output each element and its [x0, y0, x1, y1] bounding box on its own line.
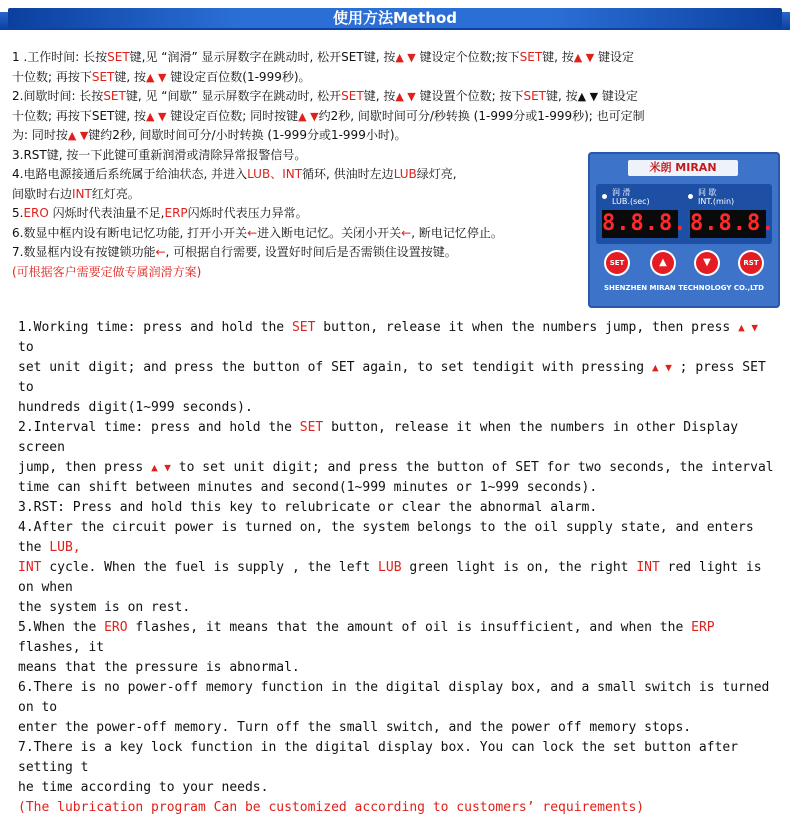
up-down-arrows-icon: ▲ ▼ [146, 70, 167, 84]
en-line-1c: hundreds digit(1~999 seconds). [18, 400, 253, 415]
device-footer: SHENZHEN MIRAN TECHNOLOGY CO.,LTD [604, 284, 764, 292]
brand-logo: 米朗 MIRAN [628, 160, 738, 176]
up-down-arrows-icon: ▲ ▼ [395, 51, 416, 64]
up-down-arrows-icon: ▲ ▼ [651, 361, 672, 374]
en-line-1: 1.Working time: press and hold the SET button, release it when the numbers jump, then press ▲ ▼ to [18, 320, 758, 355]
controller-device-image [588, 152, 780, 308]
int-indicator-light [688, 194, 693, 199]
en-note: (The lubrication program Can be customized according to customers’ requirements) [18, 800, 645, 815]
int-display: 8.8.8. [690, 211, 776, 236]
en-line-6b: enter the power-off memory. Turn off the small switch, and the power off memory stops. [18, 720, 692, 735]
banner [0, 0, 790, 38]
cn-line-1: 1 .工作时间: 长按SET键,见 “润滑” 显示屏数字在跳动时, 松开SET键, 按▲ ▼ 键设定个位数;按下SET键, 按▲ ▼ 键设定 [12, 50, 635, 64]
cn-line-1b: 十位数; 再按下SET键, 按▲ ▼ 键设定百位数(1-999秒)。 [12, 69, 311, 84]
cn-line-3: 3.RST键, 按一下此键可重新润滑或清除异常报警信号。 [12, 147, 307, 162]
cn-line-2b: 十位数; 再按下SET键, 按▲ ▼ 键设定百位数; 同时按键▲ ▼约2秒, 间歇时间可分/秒转换 (1-999分或1-999秒); 也可定制 [12, 108, 645, 123]
cn-note: (可根据客户需要定做专属润滑方案) [12, 264, 202, 279]
up-down-arrows-icon: ▲ ▼ [577, 90, 599, 103]
up-arrow-button-icon: ▲ [652, 252, 674, 274]
display-panel [596, 184, 776, 244]
en-line-2c: time can shift between minutes and second(1~999 minutes or 1~999 seconds). [18, 480, 598, 495]
up-down-arrows-icon: ▲ ▼ [146, 109, 167, 123]
banner-title: 使用方法Method [333, 9, 457, 27]
english-instructions [18, 318, 778, 818]
en-line-2b: jump, then press ▲ ▼ to set unit digit; and press the button of SET for two seconds, the interval [18, 460, 774, 475]
up-down-arrows-icon: ▲ ▼ [738, 321, 758, 334]
down-arrow-button-icon: ▼ [696, 252, 718, 274]
set-button: SET [606, 252, 628, 274]
cn-line-4b: 间歇时右边INT红灯亮。 [12, 186, 140, 201]
en-line-4: 4.After the circuit power is turned on, the system belongs to the oil supply state, and enters the LUB, [18, 520, 754, 555]
up-down-arrows-icon: ▲ ▼ [298, 109, 319, 123]
cn-line-7: 7.数显框内设有按键锁功能←, 可根据自行需要, 设置好时间后是否需锁住设置按键。 [12, 245, 457, 259]
cn-line-2: 2.间歇时间: 长按SET键, 见 “间歇” 显示屏数字在跳动时, 松开SET键, 按▲ ▼ 键设置个位数; 按下SET键, 按▲ ▼ 键设定 [12, 89, 638, 103]
en-line-5: 5.When the ERO flashes, it means that the amount of oil is insufficient, and when the ERP flashes, it [18, 620, 715, 655]
en-line-3: 3.RST: Press and hold this key to relubricate or clear the abnormal alarm. [18, 500, 598, 515]
en-line-7b: he time according to your needs. [18, 780, 269, 795]
up-down-arrows-icon: ▲ ▼ [395, 90, 416, 103]
int-label: 间 歇 INT.(min) [698, 188, 735, 206]
up-down-arrows-icon: ▲ ▼ [573, 51, 595, 64]
up-down-arrows-icon: ▲ ▼ [67, 129, 89, 142]
lub-display: 8.8.8. [602, 211, 688, 236]
switch-icon: ← [247, 225, 258, 240]
rst-button: RST [740, 252, 762, 274]
cn-line-2c: 为: 同时按▲ ▼键约2秒, 间歇时间可分/小时转换 (1-999分或1-999小时)。 [12, 128, 407, 142]
en-line-4b: INT cycle. When the fuel is supply , the left LUB green light is on, the right INT red light is on when [18, 560, 762, 595]
lub-label: 润 滑 LUB.(sec) [612, 188, 650, 206]
lub-indicator-light [602, 194, 607, 199]
en-line-1b: set unit digit; and press the button of SET again, to set tendigit with pressing ▲ ▼ ; press SET to [18, 360, 766, 395]
up-down-arrows-icon: ▲ ▼ [151, 461, 171, 474]
en-line-6: 6.There is no power-off memory function in the digital display box, and a small switch is turned on to [18, 680, 770, 715]
en-line-4c: the system is on rest. [18, 600, 191, 615]
en-line-2: 2.Interval time: press and hold the SET button, release it when the numbers in other Display screen [18, 420, 739, 455]
cn-line-5: 5.ERO 闪烁时代表油量不足,ERP闪烁时代表压力异常。 [12, 206, 308, 220]
en-line-5b: means that the pressure is abnormal. [18, 660, 300, 675]
cn-line-6: 6.数显中框内设有断电记忆功能, 打开小开关←进入断电记忆。关闭小开关←, 断电记忆停止。 [12, 225, 503, 240]
cn-line-4: 4.电路电源接通后系统属于给油状态, 并进入LUB、INT循环, 供油时左边LUB绿灯亮, [12, 167, 457, 181]
switch-icon: ← [155, 245, 166, 259]
switch-icon: ← [401, 225, 412, 240]
en-line-7: 7.There is a key lock function in the digital display box. You can lock the set button after setting t [18, 740, 739, 775]
